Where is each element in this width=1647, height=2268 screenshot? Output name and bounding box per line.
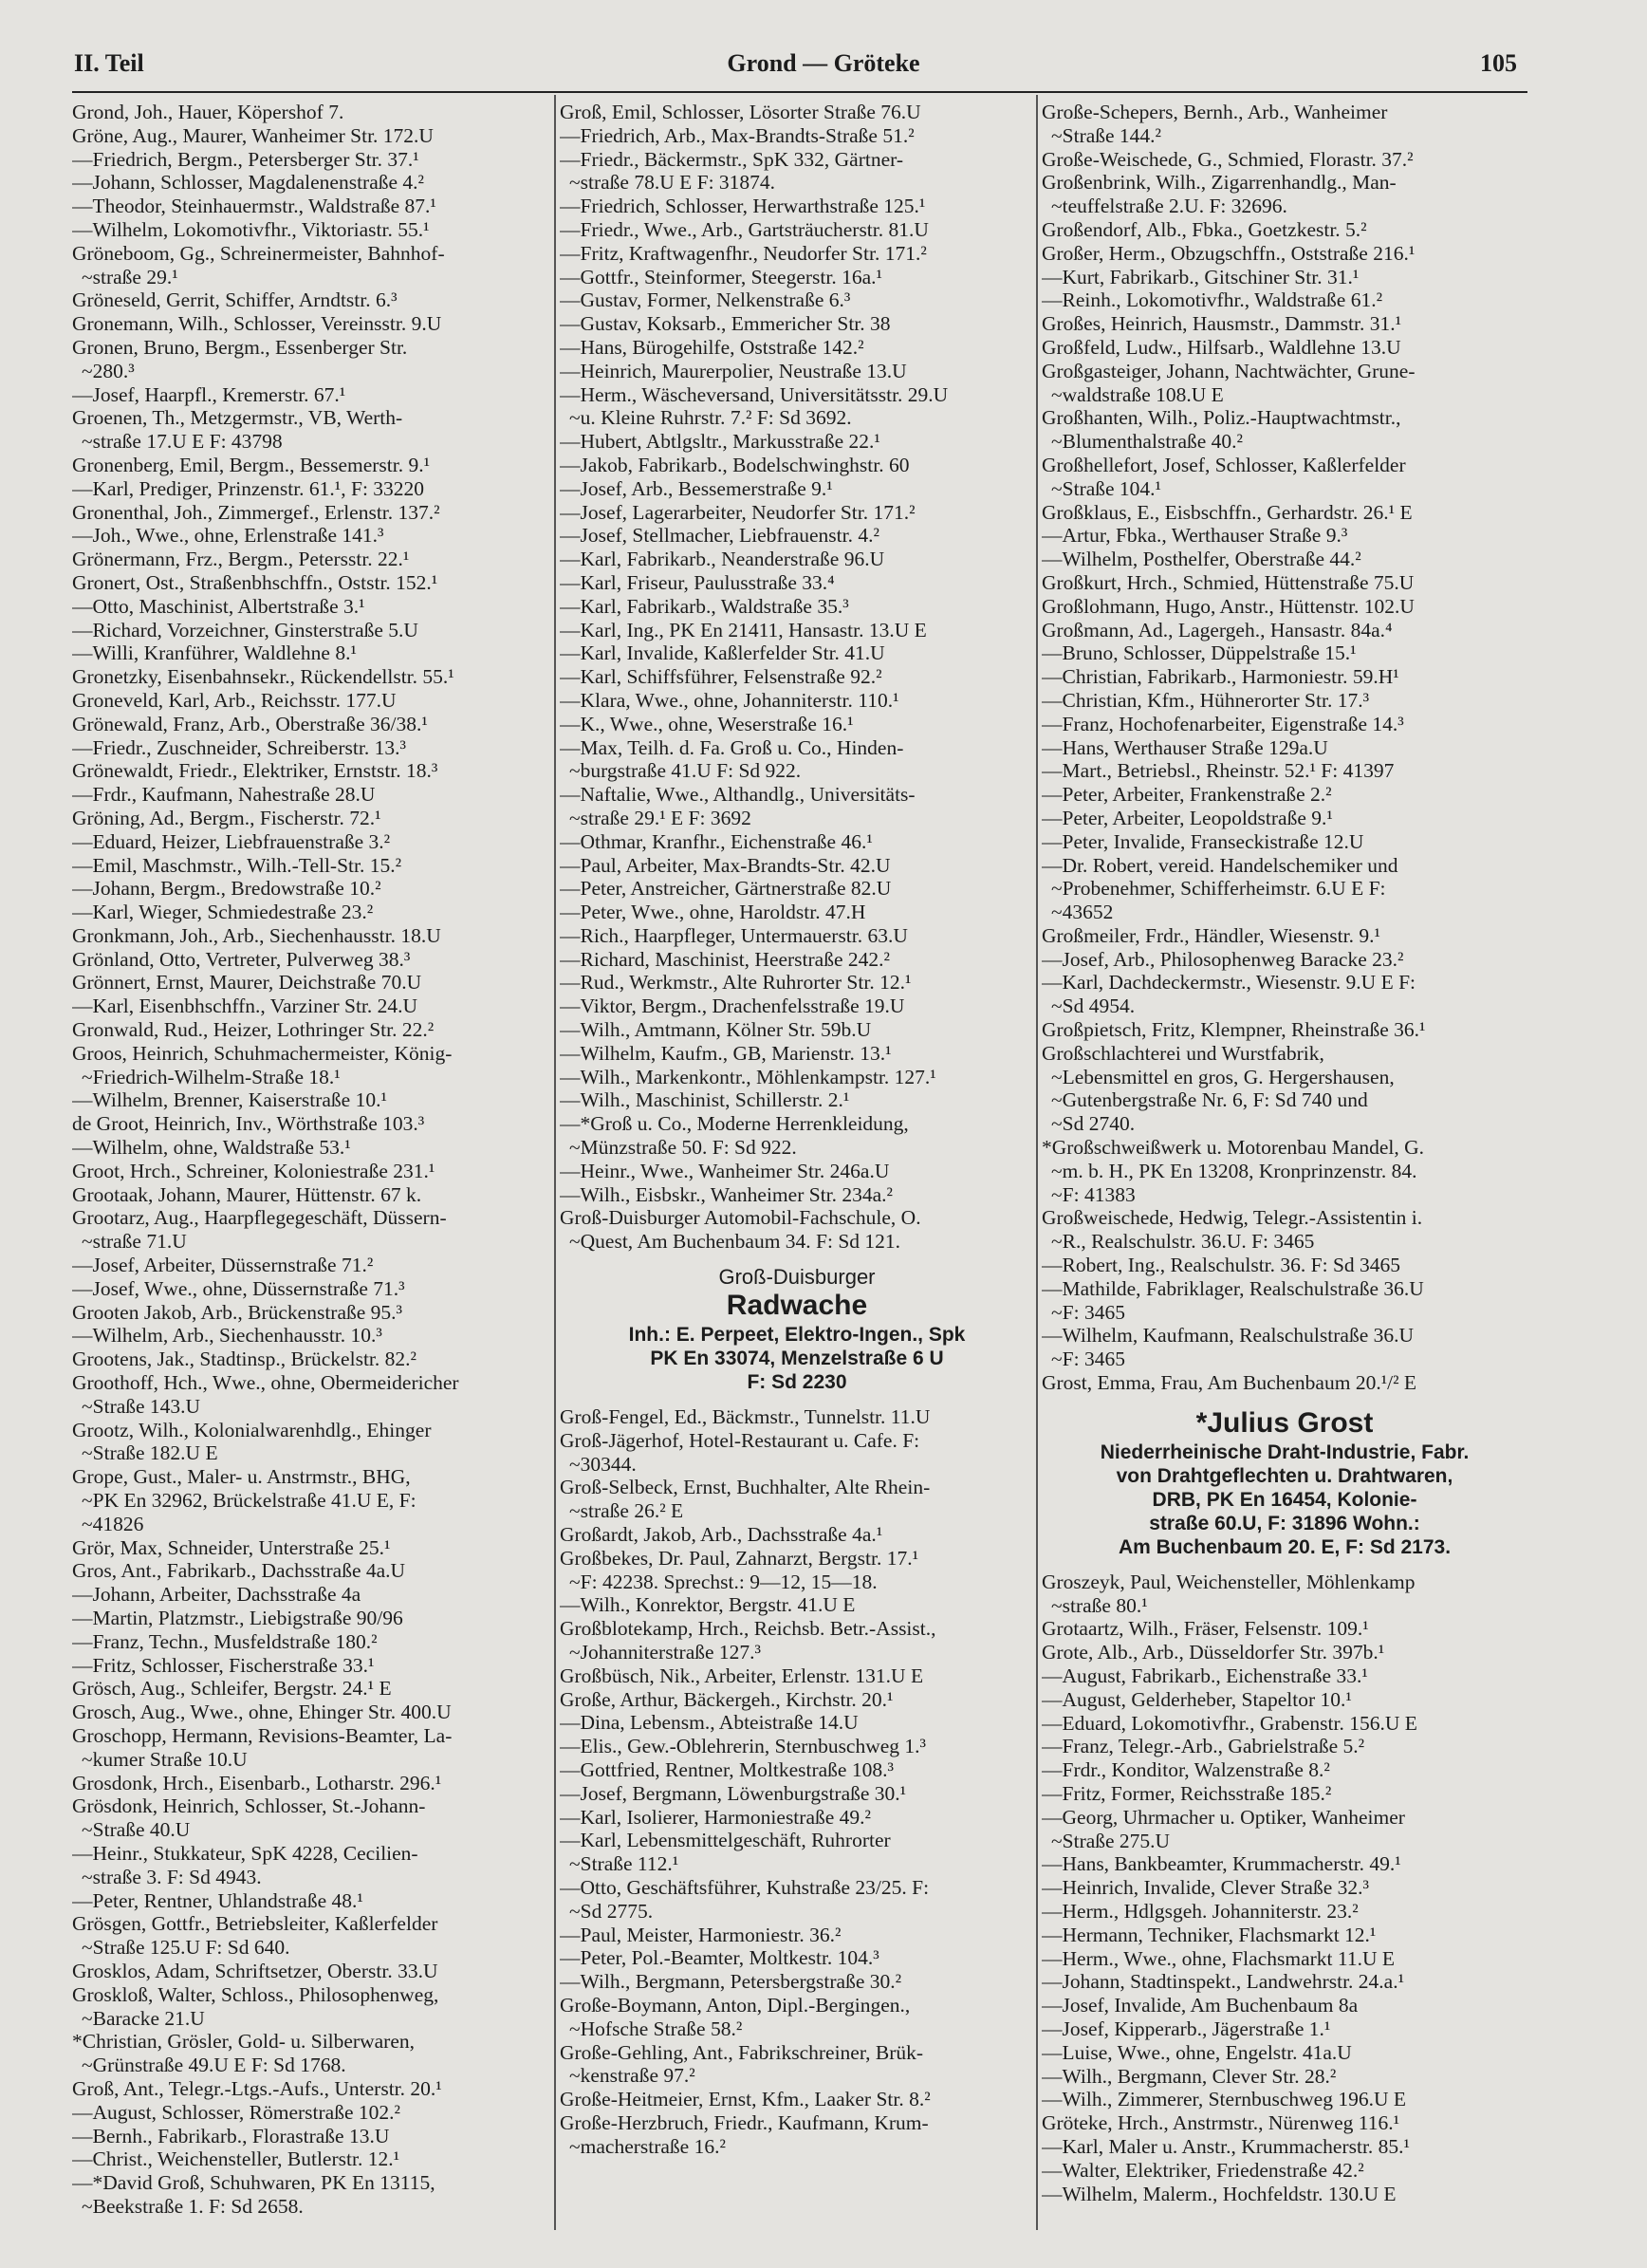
directory-entry-line: —Frdr., Konditor, Walzenstraße 8.²	[1042, 1758, 1330, 1782]
directory-entry-line: ~Blumenthalstraße 40.²	[1051, 430, 1243, 454]
directory-entry-line: Großkurt, Hrch., Schmied, Hüttenstraße 75.U	[1042, 570, 1415, 594]
directory-entry-line: Grootens, Jak., Stadtinsp., Brückelstr. 82.²	[72, 1348, 416, 1371]
directory-entry-line: —Max, Teilh. d. Fa. Groß u. Co., Hinden-	[560, 735, 904, 759]
directory-entry-line: Grootaak, Johann, Maurer, Hüttenstr. 67 k.	[72, 1182, 422, 1206]
directory-entry-line: —Robert, Ing., Realschulstr. 36. F: Sd 3465	[1042, 1254, 1401, 1277]
directory-entry-line: —August, Gelderheber, Stapeltor 10.¹	[1042, 1687, 1352, 1711]
directory-entry-line: Groneveld, Karl, Arb., Reichsstr. 177.U	[72, 688, 397, 712]
directory-entry-line: —Viktor, Bergm., Drachenfelsstraße 19.U	[560, 995, 905, 1018]
directory-entry-line: —Friedr., Bäckermstr., SpK 332, Gärtner-	[560, 147, 904, 171]
directory-entry-line: Großhellefort, Josef, Schlosser, Kaßlerfelder	[1042, 453, 1406, 476]
directory-entry-line: ~burgstraße 41.U F: Sd 922.	[569, 759, 802, 783]
directory-entry-line: —Wilhelm, Brenner, Kaiserstraße 10.¹	[72, 1088, 387, 1112]
directory-entry-line: Großfeld, Ludw., Hilfsarb., Waldlehne 13.U	[1042, 335, 1401, 359]
directory-entry-line: ~Straße 40.U	[82, 1818, 191, 1842]
directory-entry-line: —Wilh., Zimmerer, Sternbuschweg 196.U E	[1042, 2088, 1406, 2111]
directory-entry-line: —Luise, Wwe., ohne, Engelstr. 41a.U	[1042, 2040, 1352, 2064]
directory-entry-line: —Karl, Isolierer, Harmoniestraße 49.²	[560, 1805, 871, 1829]
directory-entry-line: Grotaartz, Wilh., Fräser, Felsenstr. 109.¹	[1042, 1617, 1369, 1641]
directory-entry-line: —Friedr., Wwe., Arb., Gartsträucherstr. 81.U	[560, 217, 929, 241]
directory-entry-line: —Naftalie, Wwe., Althandlg., Universitäts-	[560, 783, 916, 807]
directory-entry-line: Großbüsch, Nik., Arbeiter, Erlenstr. 131.U E	[560, 1664, 924, 1687]
directory-entry-line: —August, Schlosser, Römerstraße 102.²	[72, 2100, 400, 2124]
directory-entry-line: —Karl, Wieger, Schmiedestraße 23.²	[72, 901, 374, 924]
directory-entry-line: Großer, Herm., Obzugschffn., Oststraße 216.¹	[1042, 241, 1416, 265]
directory-entry-line: —Josef, Arbeiter, Düssernstraße 71.²	[72, 1254, 374, 1277]
directory-entry-line: ~30344.	[569, 1452, 637, 1476]
directory-entry-line: —Wilh., Maschinist, Schillerstr. 2.¹	[560, 1088, 850, 1112]
directory-entry-line: —Heinr., Stukkateur, SpK 4228, Cecilien-	[72, 1841, 418, 1865]
directory-entry-line: ~kumer Straße 10.U	[82, 1747, 248, 1771]
directory-entry-line: —Joh., Wwe., ohne, Erlenstraße 141.³	[72, 524, 384, 548]
directory-entry-line: —Hans, Werthauser Straße 129a.U	[1042, 735, 1328, 759]
directory-entry-line: ~Sd 4954.	[1051, 995, 1136, 1018]
directory-entry-line: —Karl, Dachdeckermstr., Wiesenstr. 9.U E F:	[1042, 971, 1416, 995]
directory-entry-line: ~straße 71.U	[82, 1230, 187, 1254]
directory-entry-line: ~Straße 125.U F: Sd 640.	[82, 1936, 290, 1960]
advertisement-line: Inh.: E. Perpeet, Elektro-Ingen., Spk	[628, 1324, 966, 1347]
directory-entry-line: Großlohmann, Hugo, Anstr., Hüttenstr. 102.U	[1042, 594, 1415, 618]
directory-entry-line: —Karl, Prediger, Prinzenstr. 61.¹, F: 33220	[72, 476, 425, 500]
directory-entry-line: —Christian, Fabrikarb., Harmoniestr. 59.H¹	[1042, 665, 1399, 689]
directory-entry-line: ~Sd 2740.	[1051, 1112, 1136, 1136]
directory-entry-line: ~PK En 32962, Brückelstraße 41.U E, F:	[82, 1489, 416, 1513]
directory-entry-line: Große-Weischede, G., Schmied, Florastr. 37.²	[1042, 147, 1414, 171]
directory-entry-line: Gröne, Aug., Maurer, Wanheimer Str. 172.U	[72, 123, 434, 147]
advertisement-line: Am Buchenbaum 20. E, F: Sd 2173.	[1118, 1535, 1452, 1558]
directory-entry-line: ~Baracke 21.U	[82, 2006, 205, 2030]
advertisement-line: Radwache	[726, 1290, 868, 1322]
directory-entry-line: ~straße 17.U E F: 43798	[82, 430, 283, 454]
directory-entry-line: —Willi, Kranführer, Waldlehne 8.¹	[72, 641, 357, 665]
directory-entry-line: Große-Herzbruch, Friedr., Kaufmann, Krum-	[560, 2110, 929, 2134]
directory-entry-line: —Peter, Pol.-Beamter, Moltkestr. 104.³	[560, 1946, 879, 1970]
directory-entry-line: ~Johanniterstraße 127.³	[569, 1641, 761, 1664]
advertisement-line: DRB, PK En 16454, Kolonie-	[1152, 1488, 1417, 1511]
directory-entry-line: Grootarz, Aug., Haarpflegegeschäft, Düssern-	[72, 1206, 447, 1230]
advertisement-line: Groß-Duisburger	[718, 1265, 876, 1290]
directory-entry-line: ~F: 3465	[1051, 1348, 1125, 1371]
directory-entry-line: ~F: 3465	[1051, 1300, 1125, 1324]
directory-entry-line: —Mathilde, Fabriklager, Realschulstraße 36.U	[1042, 1276, 1424, 1300]
directory-entry-line: ~Straße 143.U	[82, 1394, 201, 1418]
directory-entry-line: —Wilh., Bergmann, Clever Str. 28.²	[1042, 2064, 1337, 2088]
advertisement-line: straße 60.U, F: 31896 Wohn.:	[1149, 1512, 1420, 1534]
directory-entry-line: —Josef, Bergmann, Löwenburgstraße 30.¹	[560, 1781, 907, 1805]
directory-entry-line: —Friedrich, Arb., Max-Brandts-Straße 51.²	[560, 123, 915, 147]
directory-entry-line: ~280.³	[82, 359, 135, 382]
directory-entry-line: —Jakob, Fabrikarb., Bodelschwinghstr. 60	[560, 453, 910, 476]
directory-entry-line: ~Quest, Am Buchenbaum 34. F: Sd 121.	[569, 1230, 901, 1254]
directory-entry-line: de Groot, Heinrich, Inv., Wörthstraße 103.³	[72, 1112, 425, 1136]
directory-entry-line: —Johann, Stadtinspekt., Landwehrstr. 24.a.¹	[1042, 1970, 1405, 1994]
directory-entry-line: ~Friedrich-Wilhelm-Straße 18.¹	[82, 1065, 341, 1088]
directory-entry-line: Großbekes, Dr. Paul, Zahnarzt, Bergstr. 17.¹	[560, 1546, 919, 1570]
directory-entry-line: —Herm., Wäscheversand, Universitätsstr. 29.U	[560, 382, 949, 406]
directory-entry-line: —Heinr., Wwe., Wanheimer Str. 246a.U	[560, 1159, 890, 1182]
directory-entry-line: Gronkmann, Joh., Arb., Siechenhausstr. 18.U	[72, 923, 441, 947]
directory-entry-line: Großhanten, Wilh., Poliz.-Hauptwachtmstr.,	[1042, 406, 1401, 430]
directory-entry-line: —Karl, Fabrikarb., Waldstraße 35.³	[560, 594, 849, 618]
directory-entry-line: —Walter, Elektriker, Friedenstraße 42.²	[1042, 2158, 1364, 2182]
directory-entry-line: —Klara, Wwe., ohne, Johanniterstr. 110.¹	[560, 688, 899, 712]
directory-entry-line: —Hubert, Abtlgsltr., Markusstraße 22.¹	[560, 430, 880, 454]
directory-entry-line: —Wilh., Amtmann, Kölner Str. 59b.U	[560, 1018, 872, 1042]
directory-entry-line: —Peter, Rentner, Uhlandstraße 48.¹	[72, 1888, 363, 1912]
directory-entry-line: —Fritz, Kraftwagenfhr., Neudorfer Str. 171.²	[560, 241, 927, 265]
directory-entry-line: ~u. Kleine Ruhrstr. 7.² F: Sd 3692.	[569, 406, 852, 430]
directory-entry-line: Gronetzky, Eisenbahnsekr., Rückendellstr. 55.¹	[72, 665, 454, 689]
directory-entry-line: —Karl, Maler u. Anstr., Krummacherstr. 85.¹	[1042, 2134, 1410, 2158]
directory-entry-line: —Wilh., Konrektor, Bergstr. 41.U E	[560, 1593, 856, 1617]
directory-entry-line: —Otto, Geschäftsführer, Kuhstraße 23/25. F:	[560, 1875, 930, 1899]
directory-entry-line: ~straße 78.U E F: 31874.	[569, 171, 776, 195]
directory-entry-line: Grote, Alb., Arb., Düsseldorfer Str. 397b.¹	[1042, 1641, 1385, 1664]
directory-entry-line: —Johann, Bergm., Bredowstraße 10.²	[72, 877, 381, 901]
directory-entry-line: Großblotekamp, Hrch., Reichsb. Betr.-Assist.,	[560, 1617, 936, 1641]
running-head: Grond — Gröteke	[727, 49, 920, 77]
directory-entry-line: ~Münzstraße 50. F: Sd 922.	[569, 1136, 797, 1160]
directory-entry-line: ~Sd 2775.	[569, 1899, 654, 1923]
directory-entry-line: —Richard, Maschinist, Heerstraße 242.²	[560, 947, 890, 971]
directory-entry-line: —Josef, Arb., Philosophenweg Baracke 23.²	[1042, 947, 1404, 971]
directory-entry-line: —Fritz, Former, Reichsstraße 185.²	[1042, 1782, 1332, 1805]
directory-entry-line: Großenbrink, Wilh., Zigarrenhandlg., Man-	[1042, 171, 1397, 195]
directory-entry-line: —Wilh., Markenkontr., Möhlenkampstr. 127.¹	[560, 1065, 936, 1088]
directory-entry-line: —Franz, Telegr.-Arb., Gabrielstraße 5.²	[1042, 1735, 1365, 1758]
directory-entry-line: Grope, Gust., Maler- u. Anstrmstr., BHG,	[72, 1465, 411, 1489]
directory-entry-line: Grost, Emma, Frau, Am Buchenbaum 20.¹/² E	[1042, 1371, 1417, 1395]
directory-entry-line: Gronenberg, Emil, Bergm., Bessemerstr. 9.¹	[72, 453, 431, 476]
directory-entry-line: ~m. b. H., PK En 13208, Kronprinzenstr. 84.	[1051, 1159, 1417, 1182]
column-divider	[1036, 95, 1038, 2230]
directory-entry-line: Gronert, Ost., Straßenbhschffn., Oststr. 152.¹	[72, 570, 438, 594]
directory-entry-line: —Gottfried, Rentner, Moltkestraße 108.³	[560, 1758, 894, 1781]
directory-entry-line: ~R., Realschulstr. 36.U. F: 3465	[1051, 1230, 1315, 1254]
directory-entry-line: —August, Fabrikarb., Eichenstraße 33.¹	[1042, 1664, 1368, 1688]
directory-entry-line: —Georg, Uhrmacher u. Optiker, Wanheimer	[1042, 1805, 1405, 1829]
advertisement-line: F: Sd 2230	[747, 1371, 847, 1394]
advertisement-line: Niederrheinische Draht-Industrie, Fabr.	[1100, 1441, 1470, 1463]
advertisement-line: PK En 33074, Menzelstraße 6 U	[650, 1348, 944, 1370]
directory-entry-line: —Mart., Betriebsl., Rheinstr. 52.¹ F: 41397	[1042, 759, 1395, 783]
directory-entry-line: —Wilhelm, Malerm., Hochfeldstr. 130.U E	[1042, 2182, 1397, 2205]
directory-entry-line: Gröneboom, Gg., Schreinermeister, Bahnhof-	[72, 241, 445, 265]
directory-entry-line: —Karl, Lebensmittelgeschäft, Ruhrorter	[560, 1829, 891, 1852]
directory-entry-line: ~macherstraße 16.²	[569, 2134, 726, 2158]
directory-entry-line: ~Beekstraße 1. F: Sd 2658.	[82, 2194, 304, 2218]
directory-entry-line: Grootz, Wilh., Kolonialwarenhdlg., Ehinger	[72, 1418, 432, 1441]
directory-entry-line: —Bernh., Fabrikarb., Florastraße 13.U	[72, 2124, 390, 2147]
directory-entry-line: —Karl, Friseur, Paulusstraße 33.⁴	[560, 570, 835, 594]
directory-entry-line: Gröneseld, Gerrit, Schiffer, Arndtstr. 6.³	[72, 288, 398, 312]
directory-entry-line: Groot, Hrch., Schreiner, Koloniestraße 231.¹	[72, 1159, 435, 1182]
directory-entry-line: ~Straße 275.U	[1051, 1829, 1171, 1852]
directory-entry-line: Groß, Emil, Schlosser, Lösorter Straße 76.U	[560, 101, 921, 123]
page-number: 105	[1480, 49, 1517, 77]
directory-entry-line: —Othmar, Kranfhr., Eichenstraße 46.¹	[560, 829, 873, 853]
directory-entry-line: —*David Groß, Schuhwaren, PK En 13115,	[72, 2171, 435, 2195]
directory-entry-line: Gros, Ant., Fabrikarb., Dachsstraße 4a.U	[72, 1559, 406, 1583]
directory-entry-line: —Martin, Platzmstr., Liebigstraße 90/96	[72, 1607, 403, 1629]
directory-entry-line: ~kenstraße 97.²	[569, 2064, 695, 2088]
directory-entry-line: Groß-Duisburger Automobil-Fachschule, O.	[560, 1206, 921, 1230]
directory-entry-line: —Josef, Lagerarbeiter, Neudorfer Str. 171.²	[560, 500, 916, 524]
directory-entry-line: —Wilh., Bergmann, Petersbergstraße 30.²	[560, 1970, 902, 1994]
directory-entry-line: Gronwald, Rud., Heizer, Lothringer Str. 22.²	[72, 1018, 435, 1042]
directory-entry-line: Grör, Max, Schneider, Unterstraße 25.¹	[72, 1535, 391, 1559]
directory-entry-line: —Fritz, Schlosser, Fischerstraße 33.¹	[72, 1653, 375, 1677]
column-3	[1042, 101, 1527, 2205]
directory-entry-line: —Wilhelm, Kaufmann, Realschulstraße 36.U	[1042, 1324, 1415, 1348]
directory-entry-line: ~Gutenbergstraße Nr. 6, F: Sd 740 und	[1051, 1088, 1368, 1112]
directory-entry-line: Grönewaldt, Friedr., Elektriker, Ernststr. 18.³	[72, 759, 438, 783]
directory-entry-line: Grönland, Otto, Vertreter, Pulverweg 38.³	[72, 947, 411, 971]
directory-entry-line: ~41826	[82, 1512, 144, 1535]
directory-entry-line: —Eduard, Heizer, Liebfrauenstraße 3.²	[72, 829, 391, 853]
directory-entry-line: ~Straße 104.¹	[1051, 476, 1162, 500]
directory-entry-line: Grosdonk, Hrch., Eisenbarb., Lotharstr. 296.¹	[72, 1771, 442, 1794]
directory-entry-line: —Karl, Eisenbhschffn., Varziner Str. 24.U	[72, 995, 418, 1018]
directory-entry-line: —Karl, Invalide, Kaßlerfelder Str. 41.U	[560, 641, 885, 665]
directory-entry-line: —Wilhelm, Posthelfer, Oberstraße 44.²	[1042, 548, 1361, 571]
directory-entry-line: ~straße 80.¹	[1051, 1593, 1148, 1617]
directory-entry-line: —Josef, Wwe., ohne, Düssernstraße 71.³	[72, 1276, 405, 1300]
directory-entry-line: —Heinrich, Invalide, Clever Straße 32.³	[1042, 1876, 1369, 1900]
directory-entry-line: —Eduard, Lokomotivfhr., Grabenstr. 156.U E	[1042, 1711, 1417, 1735]
directory-entry-line: —Friedrich, Bergm., Petersberger Str. 37.¹	[72, 147, 419, 171]
directory-entry-line: —Franz, Hochofenarbeiter, Eigenstraße 14.³	[1042, 712, 1404, 735]
directory-entry-line: —Wilhelm, ohne, Waldstraße 53.¹	[72, 1136, 351, 1160]
directory-entry-line: ~Straße 144.²	[1051, 123, 1162, 147]
directory-entry-line: ~Probenehmer, Schifferheimstr. 6.U E F:	[1051, 877, 1386, 901]
directory-entry-line: —Josef, Haarpfl., Kremerstr. 67.¹	[72, 382, 346, 406]
directory-entry-line: —Franz, Techn., Musfeldstraße 180.²	[72, 1629, 378, 1653]
directory-entry-line: ~straße 29.¹	[82, 265, 178, 288]
directory-entry-line: ~Grünstraße 49.U E F: Sd 1768.	[82, 2054, 346, 2077]
directory-entry-line: —Bruno, Schlosser, Düppelstraße 15.¹	[1042, 641, 1357, 665]
directory-entry-line: Großes, Heinrich, Hausmstr., Dammstr. 31.¹	[1042, 312, 1402, 336]
directory-entry-line: Grooten Jakob, Arb., Brückenstraße 95.³	[72, 1300, 402, 1324]
directory-entry-line: Gronemann, Wilh., Schlosser, Vereinsstr. 9.U	[72, 312, 442, 336]
directory-entry-line: —Paul, Meister, Harmoniestr. 36.²	[560, 1923, 842, 1946]
directory-entry-line: Grosch, Aug., Wwe., ohne, Ehinger Str. 400.U	[72, 1701, 452, 1724]
directory-entry-line: Grönewald, Franz, Arb., Oberstraße 36/38.¹	[72, 712, 428, 735]
directory-entry-line: —Christian, Kfm., Hühnerorter Str. 17.³	[1042, 688, 1370, 712]
directory-entry-line: —Peter, Anstreicher, Gärtnerstraße 82.U	[560, 877, 892, 901]
directory-entry-line: —Herm., Hdlgsgeh. Johanniterstr. 23.²	[1042, 1899, 1359, 1923]
directory-entry-line: Großweischede, Hedwig, Telegr.-Assistentin i.	[1042, 1206, 1423, 1230]
directory-entry-line: —Emil, Maschmstr., Wilh.-Tell-Str. 15.²	[72, 853, 402, 877]
directory-entry-line: —K., Wwe., ohne, Weserstraße 16.¹	[560, 712, 854, 735]
directory-entry-line: Groß-Selbeck, Ernst, Buchhalter, Alte Rhein-	[560, 1476, 931, 1499]
directory-entry-line: ~waldstraße 108.U E	[1051, 382, 1224, 406]
directory-entry-line: Grösdonk, Heinrich, Schlosser, St.-Johann-	[72, 1794, 426, 1818]
directory-entry-line: Grösgen, Gottfr., Betriebsleiter, Kaßlerfelder	[72, 1912, 438, 1936]
header-rule	[72, 91, 1527, 93]
directory-entry-line: ~F: 42238. Sprechst.: 9—12, 15—18.	[569, 1570, 878, 1593]
directory-entry-line: —Frdr., Kaufmann, Nahestraße 28.U	[72, 783, 376, 807]
directory-entry-line: —Karl, Schiffsführer, Felsenstraße 92.²	[560, 665, 882, 689]
directory-entry-line: Großardt, Jakob, Arb., Dachsstraße 4a.¹	[560, 1523, 883, 1547]
directory-entry-line: —Dr. Robert, vereid. Handelschemiker und	[1042, 853, 1398, 877]
directory-entry-line: *Christian, Grösler, Gold- u. Silberwaren,	[72, 2030, 415, 2054]
directory-entry-line: Große, Arthur, Bäckergeh., Kirchstr. 20.¹	[560, 1687, 894, 1711]
directory-entry-line: ~Straße 112.¹	[569, 1852, 679, 1876]
directory-entry-line: Gröning, Ad., Bergm., Fischerstr. 72.¹	[72, 806, 381, 829]
directory-entry-line: —Wilhelm, Kaufm., GB, Marienstr. 13.¹	[560, 1041, 892, 1065]
directory-entry-line: Groenen, Th., Metzgermstr., VB, Werth-	[72, 406, 403, 430]
directory-entry-line: ~straße 26.² E	[569, 1499, 684, 1523]
directory-entry-line: —Josef, Arb., Bessemerstraße 9.¹	[560, 476, 833, 500]
directory-entry-line: Grönnert, Ernst, Maurer, Deichstraße 70.U	[72, 971, 422, 995]
advertisement	[560, 1265, 1034, 1394]
directory-entry-line: —Kurt, Fabrikarb., Gitschiner Str. 31.¹	[1042, 265, 1360, 288]
directory-entry-line: Große-Gehling, Ant., Fabrikschreiner, Brük-	[560, 2040, 924, 2064]
directory-entry-line: Groschopp, Hermann, Revisions-Beamter, La-	[72, 1723, 453, 1747]
section-label: II. Teil	[74, 49, 144, 77]
directory-entry-line: Groothoff, Hch., Wwe., ohne, Obermeidericher	[72, 1371, 459, 1395]
directory-entry-line: —Rud., Werkmstr., Alte Ruhrorter Str. 12.¹	[560, 971, 912, 995]
directory-entry-line: Groos, Heinrich, Schuhmachermeister, König-	[72, 1041, 453, 1065]
directory-entry-line: —Peter, Invalide, Franseckistraße 12.U	[1042, 829, 1364, 853]
directory-entry-line: ~F: 41383	[1051, 1182, 1136, 1206]
directory-entry-line: —Otto, Maschinist, Albertstraße 3.¹	[72, 594, 365, 618]
directory-entry-line: —Josef, Invalide, Am Buchenbaum 8a	[1042, 1994, 1359, 2017]
directory-entry-line: *Großschweißwerk u. Motorenbau Mandel, G.	[1042, 1136, 1425, 1160]
directory-entry-line: Groß-Fengel, Ed., Bäckmstr., Tunnelstr. 11.U	[560, 1405, 931, 1429]
directory-entry-line: —Hermann, Techniker, Flachsmarkt 12.¹	[1042, 1923, 1377, 1946]
directory-entry-line: —Wilhelm, Arb., Siechenhausstr. 10.³	[72, 1324, 382, 1348]
directory-entry-line: Großendorf, Alb., Fbka., Goetzkestr. 5.²	[1042, 217, 1367, 241]
directory-entry-line: —Gustav, Former, Nelkenstraße 6.³	[560, 288, 851, 312]
directory-entry-line: —Friedr., Zuschneider, Schreiberstr. 13.³	[72, 735, 406, 759]
directory-entry-line: —Reinh., Lokomotivfhr., Waldstraße 61.²	[1042, 288, 1383, 312]
directory-entry-line: Gröteke, Hrch., Anstrmstr., Nürenweg 116.¹	[1042, 2111, 1400, 2135]
directory-entry-line: —Johann, Arbeiter, Dachsstraße 4a	[72, 1583, 361, 1607]
column-2	[560, 101, 1034, 2159]
directory-entry-line: —*Groß u. Co., Moderne Herrenkleidung,	[560, 1112, 909, 1136]
directory-entry-line: —Artur, Fbka., Werthauser Straße 9.³	[1042, 524, 1348, 548]
directory-entry-line: Große-Heitmeier, Ernst, Kfm., Laaker Str. 8.²	[560, 2088, 931, 2111]
directory-entry-line: —Hans, Bankbeamter, Krummacherstr. 49.¹	[1042, 1852, 1401, 1876]
directory-entry-line: —Wilhelm, Lokomotivfhr., Viktoriastr. 55.¹	[72, 217, 430, 241]
directory-entry-line: Gronen, Bruno, Bergm., Essenberger Str.	[72, 335, 408, 359]
directory-entry-line: —Peter, Wwe., ohne, Haroldstr. 47.H	[560, 901, 866, 924]
directory-entry-line: Groszeyk, Paul, Weichensteller, Möhlenkamp	[1042, 1570, 1416, 1593]
column-divider	[554, 95, 556, 2230]
directory-entry-line: —Richard, Vorzeichner, Ginsterstraße 5.U	[72, 618, 418, 641]
directory-entry-line: Großmeiler, Frdr., Händler, Wiesenstr. 9.¹	[1042, 923, 1380, 947]
directory-entry-line: ~43652	[1051, 901, 1114, 924]
directory-entry-line: Grosklos, Adam, Schriftsetzer, Oberstr. 33.U	[72, 1959, 438, 1982]
directory-entry-line: —Herm., Wwe., ohne, Flachsmarkt 11.U E	[1042, 1946, 1395, 1970]
directory-entry-line: ~Hofsche Straße 58.²	[569, 2017, 743, 2040]
directory-entry-line: Große-Schepers, Bernh., Arb., Wanheimer	[1042, 101, 1388, 123]
advertisement-line: von Drahtgeflechten u. Drahtwaren,	[1116, 1464, 1453, 1487]
directory-entry-line: —Gustav, Koksarb., Emmericher Str. 38	[560, 312, 891, 336]
directory-entry-line: —Theodor, Steinhauermstr., Waldstraße 87.¹	[72, 195, 436, 218]
directory-entry-line: —Johann, Schlosser, Magdalenenstraße 4.²	[72, 171, 425, 195]
directory-entry-line: ~teuffelstraße 2.U. F: 32696.	[1051, 195, 1287, 218]
directory-entry-line: Grönermann, Frz., Bergm., Petersstr. 22.¹	[72, 548, 410, 571]
advertisement	[1042, 1406, 1527, 1559]
directory-entry-line: Großmann, Ad., Lagergeh., Hansastr. 84a.⁴	[1042, 618, 1393, 641]
directory-entry-line: Großklaus, E., Eisbschffn., Gerhardstr. 26.¹ E	[1042, 500, 1413, 524]
directory-entry-line: ~Lebensmittel en gros, G. Hergershausen,	[1051, 1065, 1395, 1088]
directory-entry-line: Gronenthal, Joh., Zimmergef., Erlenstr. 137.²	[72, 500, 440, 524]
directory-entry-line: Große-Boymann, Anton, Dipl.-Bergingen.,	[560, 1993, 911, 2017]
directory-entry-line: —Josef, Kipperarb., Jägerstraße 1.¹	[1042, 2017, 1331, 2040]
directory-entry-line: ~straße 29.¹ E F: 3692	[569, 806, 751, 829]
directory-entry-line: —Paul, Arbeiter, Max-Brandts-Str. 42.U	[560, 853, 891, 877]
directory-entry-line: —Heinrich, Maurerpolier, Neustraße 13.U	[560, 359, 907, 382]
directory-entry-line: —Rich., Haarpfleger, Untermauerstr. 63.U	[560, 923, 908, 947]
directory-entry-line: —Peter, Arbeiter, Frankenstraße 2.²	[1042, 783, 1332, 807]
directory-entry-line: Großgasteiger, Johann, Nachtwächter, Grune-	[1042, 359, 1416, 382]
directory-entry-line: —Gottfr., Steinformer, Steegerstr. 16a.¹	[560, 265, 882, 288]
directory-entry-line: —Friedrich, Schlosser, Herwarthstraße 125.¹	[560, 195, 926, 218]
directory-entry-line: —Christ., Weichensteller, Butlerstr. 12.¹	[72, 2147, 400, 2171]
directory-entry-line: ~straße 3. F: Sd 4943.	[82, 1865, 262, 1888]
directory-entry-line: —Dina, Lebensm., Abteistraße 14.U	[560, 1711, 859, 1735]
directory-entry-line: —Josef, Stellmacher, Liebfrauenstr. 4.²	[560, 524, 879, 548]
directory-entry-line: Groskloß, Walter, Schloss., Philosophenweg,	[72, 1982, 439, 2006]
directory-entry-line: Großschlachterei und Wurstfabrik,	[1042, 1041, 1324, 1065]
directory-entry-line: Grösch, Aug., Schleifer, Bergstr. 24.¹ E	[72, 1677, 392, 1701]
column-1	[72, 101, 551, 2219]
directory-entry-line: Groß, Ant., Telegr.-Ltgs.-Aufs., Unterstr. 20.¹	[72, 2076, 442, 2100]
directory-entry-line: Großpietsch, Fritz, Klempner, Rheinstraße 36.¹	[1042, 1018, 1426, 1042]
directory-entry-line: —Hans, Bürogehilfe, Oststraße 142.²	[560, 335, 864, 359]
directory-entry-line: —Peter, Arbeiter, Leopoldstraße 9.¹	[1042, 806, 1333, 829]
advertisement-line: *Julius Grost	[1195, 1406, 1374, 1439]
directory-entry-line: —Wilh., Eisbskr., Wanheimer Str. 234a.²	[560, 1182, 894, 1206]
directory-entry-line: Groß-Jägerhof, Hotel-Restaurant u. Cafe. F:	[560, 1428, 920, 1452]
directory-entry-line: —Karl, Fabrikarb., Neanderstraße 96.U	[560, 548, 885, 571]
directory-entry-line: —Karl, Ing., PK En 21411, Hansastr. 13.U E	[560, 618, 927, 641]
directory-entry-line: —Elis., Gew.-Oblehrerin, Sternbuschweg 1.³	[560, 1735, 926, 1758]
directory-entry-line: Grond, Joh., Hauer, Köpershof 7.	[72, 101, 344, 123]
directory-entry-line: ~Straße 182.U E	[82, 1441, 218, 1465]
